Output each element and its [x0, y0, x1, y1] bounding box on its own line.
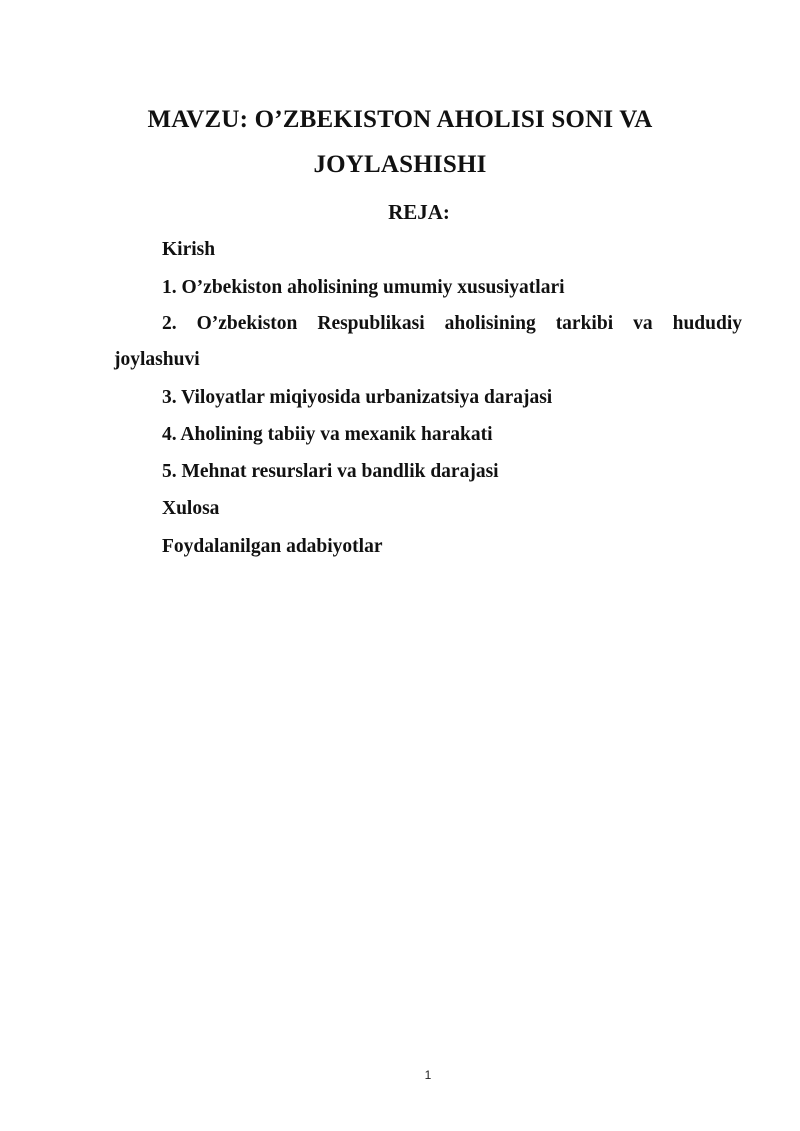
page-number: 1: [424, 1068, 432, 1082]
plan-item-3: 3. Viloyatlar miqiyosida urbanizatsiya darajasi: [162, 387, 553, 408]
plan-item-conclusion: Xulosa: [162, 498, 220, 519]
plan-item-2-word: tarkibi: [555, 313, 614, 334]
plan-item-2-word: O’zbekiston: [196, 313, 298, 334]
plan-item-intro: Kirish: [162, 239, 216, 260]
title-line-2: JOYLASHISHI: [313, 151, 487, 178]
plan-item-2: [162, 313, 742, 335]
plan-item-2-word: va: [633, 313, 653, 334]
plan-item-references: Foydalanilgan adabiyotlar: [162, 536, 383, 557]
plan-item-1: 1. O’zbekiston aholisining umumiy xususiyatlari: [162, 277, 565, 298]
plan-item-2-continuation: joylashuvi: [114, 349, 200, 370]
title-line-1: MAVZU: O’ZBEKISTON AHOLISI SONI VA: [147, 106, 653, 133]
plan-item-2-word: 2.: [162, 313, 177, 334]
plan-item-2-word: aholisining: [444, 313, 536, 334]
plan-item-5: 5. Mehnat resurslari va bandlik darajasi: [162, 461, 499, 482]
plan-item-2-word: hududiy: [672, 313, 742, 334]
plan-item-2-word: Respublikasi: [317, 313, 425, 334]
plan-heading: REJA:: [388, 200, 450, 224]
plan-item-4: 4. Aholining tabiiy va mexanik harakati: [162, 424, 493, 445]
